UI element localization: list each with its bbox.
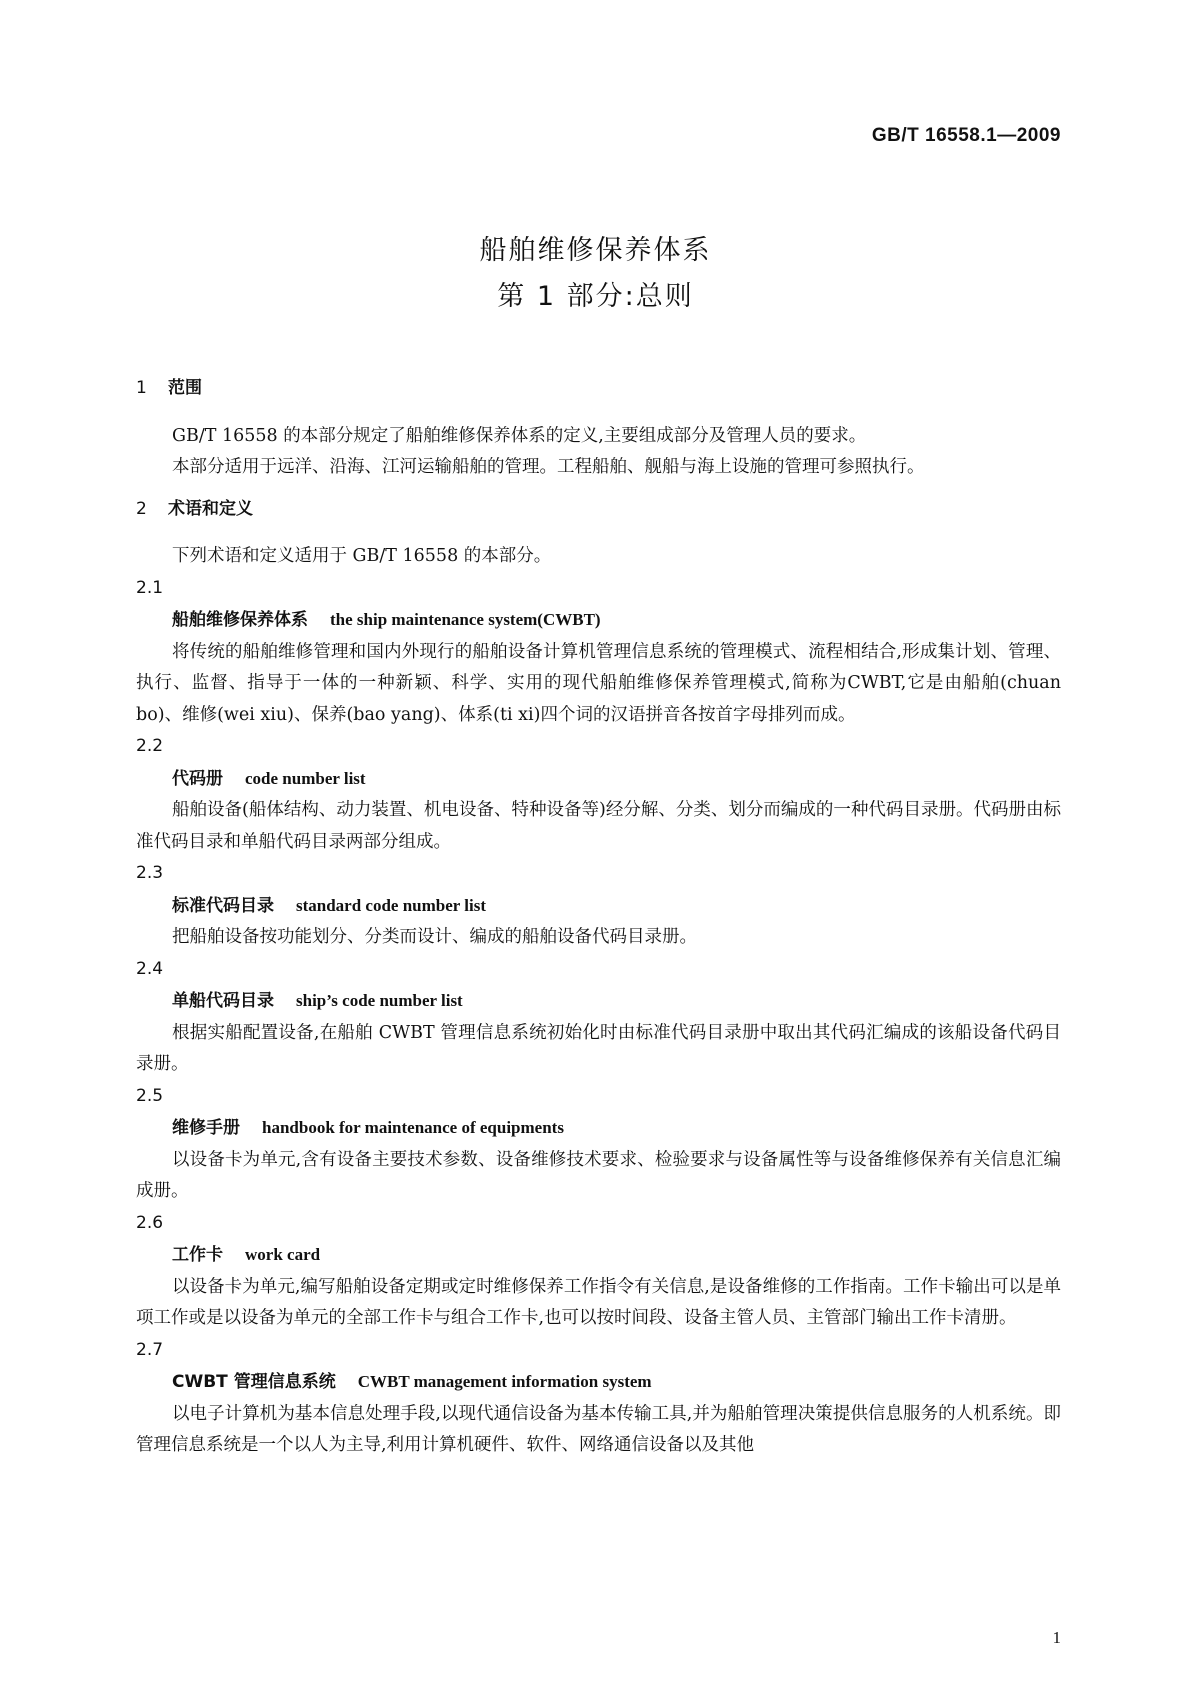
section-2-title: 术语和定义	[168, 498, 253, 519]
standard-number: GB/T 16558.1—2009	[871, 125, 1061, 146]
term-definition: 以设备卡为单元,含有设备主要技术参数、设备维修技术要求、检验要求与设备属性等与设备维修保养有关信息汇编成册。	[136, 1149, 1061, 1201]
term-number: 2.6	[136, 1212, 164, 1233]
term-number: 2.1	[136, 577, 164, 598]
term-en: standard code number list	[296, 895, 487, 915]
term-en: CWBT management information system	[357, 1372, 652, 1391]
section-1-number: 1	[136, 378, 147, 398]
page-number: 1	[1052, 1628, 1061, 1647]
term-heading	[136, 890, 1061, 923]
term-zh: 标准代码目录	[172, 895, 274, 916]
term-zh: 船舶维修保养体系	[172, 610, 308, 630]
term-number: 2.4	[136, 958, 164, 979]
section-1-heading	[136, 373, 1061, 405]
section-1-paragraph: 本部分适用于远洋、沿海、江河运输船舶的管理。工程船舶、舰船与海上设施的管理可参照执行。	[172, 457, 925, 477]
term-zh: 单船代码目录	[172, 991, 274, 1011]
term-zh: 代码册	[172, 768, 223, 789]
term-heading	[136, 1366, 1061, 1399]
title-line-2: 第 1 部分:总则	[497, 281, 694, 312]
term-zh: CWBT 管理信息系统	[172, 1372, 336, 1392]
term-en: code number list	[245, 768, 366, 788]
term-definition: 船舶设备(船体结构、动力装置、机电设备、特种设备等)经分解、分类、划分而编成的一种代码目录册。代码册由标准代码目录和单船代码目录两部分组成。	[136, 800, 1061, 852]
section-1-paragraph: GB/T 16558 的本部分规定了船舶维修保养体系的定义,主要组成部分及管理人员的要求。	[172, 425, 867, 446]
term-heading	[136, 763, 1061, 796]
section-2-number: 2	[136, 498, 147, 519]
term-definition: 将传统的船舶维修管理和国内外现行的船舶设备计算机管理信息系统的管理模式、流程相结合,形成集计划、管理、执行、监督、指导于一体的一种新颖、科学、实用的现代船舶维修保养管理模式,简称为CWBT,它是由船舶(chuan bo)、维修(wei xiu)、保养(bao yang)、体系(ti xi)四个词的汉语拼音各按首字母排列而成。	[136, 641, 1061, 725]
term-number: 2.3	[136, 863, 164, 883]
term-definition: 以设备卡为单元,编写船舶设备定期或定时维修保养工作指令有关信息,是设备维修的工作指南。工作卡输出可以是单项工作或是以设备为单元的全部工作卡与组合工作卡,也可以按时间段、设备主管人员、主管部门输出工作卡清册。	[136, 1276, 1061, 1328]
term-en: the ship maintenance system(CWBT)	[330, 610, 601, 629]
term-number: 2.5	[136, 1085, 164, 1106]
term-heading	[136, 1112, 1061, 1145]
term-definition: 根据实船配置设备,在船舶 CWBT 管理信息系统初始化时由标准代码目录册中取出其代码汇编成的该船设备代码目录册。	[136, 1022, 1061, 1074]
term-number: 2.2	[136, 736, 164, 756]
term-en: handbook for maintenance of equipments	[262, 1118, 564, 1137]
term-en: ship’s code number list	[296, 991, 463, 1010]
term-number: 2.7	[136, 1339, 164, 1360]
title-line-1: 船舶维修保养体系	[479, 235, 712, 266]
term-zh: 维修手册	[172, 1118, 240, 1138]
term-heading	[136, 604, 1061, 637]
term-heading	[136, 1239, 1061, 1272]
section-2-heading	[136, 494, 1061, 526]
term-heading	[136, 985, 1061, 1018]
term-en: work card	[245, 1245, 321, 1264]
term-definition: 把船舶设备按功能划分、分类而设计、编成的船舶设备代码目录册。	[172, 927, 697, 947]
term-zh: 工作卡	[172, 1245, 223, 1265]
section-2-intro: 下列术语和定义适用于 GB/T 16558 的本部分。	[172, 546, 552, 566]
section-1-title: 范围	[168, 378, 202, 398]
body-content	[136, 373, 1061, 1462]
document-title	[0, 228, 1191, 320]
term-definition: 以电子计算机为基本信息处理手段,以现代通信设备为基本传输工具,并为船舶管理决策提供信息服务的人机系统。即管理信息系统是一个以人为主导,利用计算机硬件、软件、网络通信设备以及其他	[136, 1403, 1061, 1455]
